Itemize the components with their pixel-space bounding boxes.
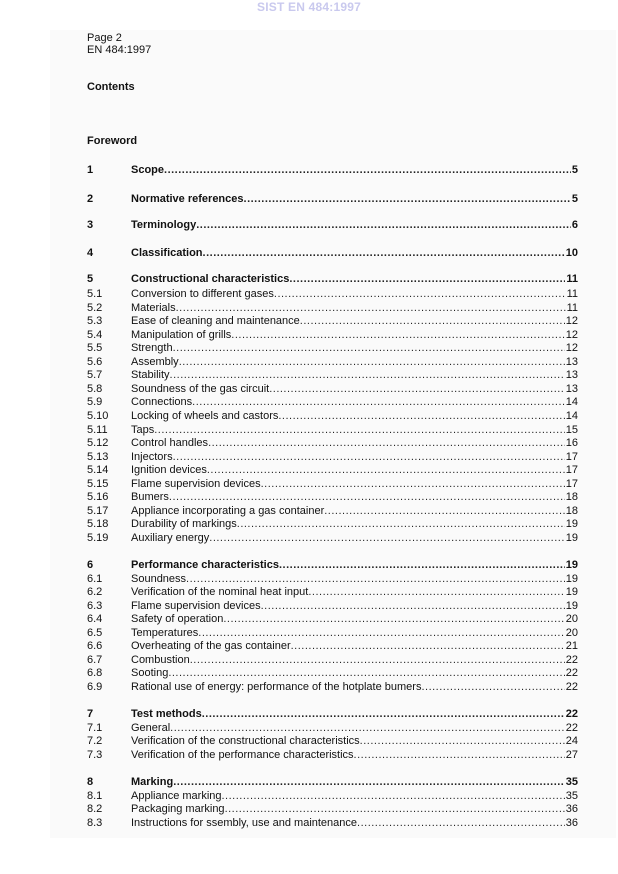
dot-leader	[179, 355, 565, 369]
section-title: Injectors	[131, 450, 173, 463]
page-ref: 12	[565, 328, 578, 341]
section-title: Manipulation of grills	[131, 328, 232, 341]
toc-entry[interactable]	[87, 572, 578, 586]
page-ref: 13	[565, 355, 578, 368]
dot-leader	[237, 517, 565, 531]
section-title: Connections	[131, 396, 193, 409]
dot-leader	[196, 218, 571, 232]
section-title: Normative references	[131, 193, 244, 205]
section-number: 6.8	[87, 667, 103, 680]
dot-leader	[168, 666, 564, 680]
toc-entry[interactable]	[87, 639, 578, 653]
dot-leader	[170, 721, 565, 735]
section-title: Ignition devices	[131, 464, 207, 477]
page-ref: 5	[571, 164, 578, 176]
section-title: Rational use of energy: performance of the hotplate bumers	[131, 680, 422, 693]
page-ref: 22	[565, 653, 578, 666]
section-title: General	[131, 721, 171, 734]
toc-entry[interactable]	[87, 409, 578, 423]
section-title: Conversion to different gases	[131, 288, 274, 300]
dot-leader	[176, 301, 566, 315]
section-number: 8.2	[87, 803, 103, 816]
page-ref: 20	[565, 626, 578, 639]
page-ref: 14	[565, 409, 578, 422]
section-title: Sooting	[131, 667, 169, 680]
section-title: Verification of the nominal heat input	[131, 586, 309, 599]
section-number: 6.3	[87, 599, 103, 612]
toc-entry[interactable]	[87, 789, 578, 803]
section-number: 3	[87, 219, 94, 231]
section-number: 7	[87, 708, 94, 720]
section-number: 5.5	[87, 342, 103, 355]
page-ref: 19	[565, 559, 578, 571]
toc-entry[interactable]	[87, 163, 578, 177]
dot-leader	[203, 246, 565, 260]
dot-leader	[154, 423, 565, 437]
toc-entry[interactable]	[87, 477, 578, 491]
page-ref: 19	[565, 518, 578, 531]
section-number: 5.12	[87, 437, 109, 450]
toc-entry[interactable]	[87, 599, 578, 613]
dot-leader	[170, 368, 565, 382]
page-ref: 17	[565, 477, 578, 490]
toc-entry[interactable]	[87, 558, 578, 572]
dot-leader	[308, 585, 564, 599]
dot-leader	[269, 382, 565, 396]
page-ref: 20	[565, 613, 578, 626]
toc-entry[interactable]	[87, 287, 578, 301]
page-ref: 10	[565, 247, 578, 259]
section-number: 5.7	[87, 369, 103, 382]
toc-entry[interactable]	[87, 328, 578, 342]
page-ref: 17	[565, 464, 578, 477]
toc-entry[interactable]	[87, 802, 578, 816]
dot-leader	[190, 653, 565, 667]
page-ref: 36	[565, 803, 578, 816]
page-ref: 5	[571, 193, 578, 205]
dot-leader	[222, 789, 565, 803]
section-number: 5.3	[87, 315, 103, 328]
section-number: 6.2	[87, 586, 103, 599]
section-number: 5.13	[87, 450, 109, 463]
page-ref: 24	[565, 735, 578, 748]
section-title: Durability of markings	[131, 518, 237, 531]
toc-entry[interactable]	[87, 721, 578, 735]
section-number: 5.18	[87, 518, 109, 531]
section-number: 7.1	[87, 721, 103, 734]
dot-leader	[207, 463, 565, 477]
dot-leader	[289, 272, 565, 286]
dot-leader	[173, 450, 565, 464]
dot-leader	[300, 314, 565, 328]
page-ref: 22	[565, 708, 578, 720]
toc-entry[interactable]	[87, 368, 578, 382]
dot-leader	[261, 599, 565, 613]
toc-entry[interactable]	[87, 626, 578, 640]
toc-entry[interactable]	[87, 585, 578, 599]
section-title: Assembly	[131, 355, 179, 368]
toc-entry[interactable]	[87, 490, 578, 504]
section-number: 6.6	[87, 640, 103, 653]
section-title: Safety of operation	[131, 613, 224, 626]
section-title: Locking of wheels and castors	[131, 409, 279, 422]
section-number: 4	[87, 247, 94, 259]
section-title: Strength	[131, 342, 173, 355]
section-title: Soundness	[131, 572, 187, 585]
section-number: 2	[87, 193, 94, 205]
toc-entry[interactable]	[87, 463, 578, 477]
page-ref: 27	[565, 748, 578, 761]
section-number: 5.17	[87, 504, 109, 517]
dot-leader	[198, 626, 564, 640]
page-ref: 11	[566, 288, 578, 300]
section-number: 1	[87, 164, 94, 176]
section-number: 7.2	[87, 735, 103, 748]
dot-leader	[225, 802, 565, 816]
section-number: 5	[87, 273, 94, 285]
dot-leader	[173, 775, 565, 789]
toc-entry[interactable]	[87, 748, 578, 762]
toc-entry[interactable]	[87, 666, 578, 680]
section-title: Appliance incorporating a gas container	[131, 504, 325, 517]
dot-leader	[173, 341, 565, 355]
section-title: Verification of the constructional characteristics	[131, 735, 360, 748]
section-title: Control handles	[131, 437, 209, 450]
section-title: Instructions for ssembly, use and maintenance	[131, 816, 358, 829]
section-number: 6.9	[87, 680, 103, 693]
section-number: 5.10	[87, 409, 109, 422]
dot-leader	[279, 558, 565, 572]
dot-leader	[202, 707, 565, 721]
section-number: 5.19	[87, 531, 109, 544]
page-ref: 21	[565, 640, 578, 653]
section-number: 6.4	[87, 613, 103, 626]
page-ref: 22	[565, 721, 578, 734]
section-number: 7.3	[87, 748, 103, 761]
toc-entry[interactable]	[87, 355, 578, 369]
toc-entry[interactable]	[87, 218, 578, 232]
section-title: Soundness of the gas circuit	[131, 382, 270, 395]
page-ref: 19	[565, 586, 578, 599]
dot-leader	[274, 287, 566, 301]
section-title: Test methods	[131, 708, 202, 720]
page-ref: 22	[565, 680, 578, 693]
toc-entry[interactable]	[87, 246, 578, 260]
section-title: Combustion	[131, 653, 190, 666]
section-title: Temperatures	[131, 626, 199, 639]
section-number: 5.8	[87, 382, 103, 395]
toc-entry[interactable]	[87, 612, 578, 626]
section-title: Packaging marking	[131, 803, 225, 816]
section-title: Auxiliary energy	[131, 531, 210, 544]
toc-entry[interactable]	[87, 504, 578, 518]
toc-entry[interactable]	[87, 436, 578, 450]
section-number: 5.1	[87, 288, 103, 300]
section-number: 8.1	[87, 789, 103, 802]
toc-entry[interactable]	[87, 423, 578, 437]
section-number: 8.3	[87, 816, 103, 829]
page-ref: 14	[565, 396, 578, 409]
section-number: 6.7	[87, 653, 103, 666]
dot-leader	[244, 192, 571, 206]
section-title: Marking	[131, 776, 174, 788]
dot-leader	[169, 490, 565, 504]
watermark: SIST EN 484:1997	[257, 0, 361, 14]
page-ref: 17	[565, 450, 578, 463]
dot-leader	[223, 612, 564, 626]
dot-leader	[164, 163, 571, 177]
toc-entry[interactable]	[87, 450, 578, 464]
toc-entry[interactable]	[87, 531, 578, 545]
toc-entry[interactable]	[87, 301, 578, 315]
page-ref: 12	[565, 315, 578, 328]
toc-entry[interactable]	[87, 653, 578, 667]
toc-entry[interactable]	[87, 341, 578, 355]
page-ref: 11	[566, 301, 578, 314]
contents-heading: Contents	[87, 81, 135, 93]
page-ref: 35	[565, 776, 578, 788]
page-ref: 19	[565, 599, 578, 612]
dot-leader	[360, 734, 565, 748]
section-title: Ease of cleaning and maintenance	[131, 315, 300, 328]
section-number: 5.15	[87, 477, 109, 490]
section-number: 6.5	[87, 626, 103, 639]
dot-leader	[261, 477, 565, 491]
section-title: Performance characteristics	[131, 559, 279, 571]
toc-entry[interactable]	[87, 707, 578, 721]
section-title: Materials	[131, 301, 176, 314]
dot-leader	[278, 409, 564, 423]
toc-entry[interactable]	[87, 192, 578, 206]
section-number: 6.1	[87, 572, 103, 585]
dot-leader	[209, 531, 564, 545]
toc-entry[interactable]	[87, 517, 578, 531]
toc-entry[interactable]	[87, 272, 578, 286]
page-ref: 35	[565, 789, 578, 802]
section-title: Constructional characteristics	[131, 273, 290, 285]
page-ref: 18	[565, 504, 578, 517]
toc-entry[interactable]	[87, 680, 578, 694]
toc-entry[interactable]	[87, 395, 578, 409]
page-ref: 36	[565, 816, 578, 829]
page-ref: 22	[565, 667, 578, 680]
foreword-entry[interactable]: Foreword	[87, 135, 138, 147]
page-ref: 15	[565, 423, 578, 436]
dot-leader	[186, 572, 565, 586]
page-ref: 6	[571, 219, 578, 231]
section-title: Taps	[131, 423, 155, 436]
section-title: Flame supervision devices	[131, 477, 261, 490]
toc-entry[interactable]	[87, 734, 578, 748]
section-number: 6	[87, 559, 94, 571]
page-ref: 12	[565, 342, 578, 355]
standard-id: EN 484:1997	[87, 44, 152, 56]
dot-leader	[324, 504, 565, 518]
dot-leader	[354, 748, 565, 762]
page-ref: 13	[565, 382, 578, 395]
section-number: 5.16	[87, 491, 109, 504]
page-ref: 19	[565, 531, 578, 544]
page-number: Page 2	[87, 32, 122, 44]
page-ref: 19	[565, 572, 578, 585]
dot-leader	[357, 816, 565, 830]
toc-entry[interactable]	[87, 775, 578, 789]
section-title: Stability	[131, 369, 170, 382]
section-title: Verification of the performance characteristics	[131, 748, 354, 761]
page-ref: 13	[565, 369, 578, 382]
section-number: 5.6	[87, 355, 103, 368]
section-number: 5.9	[87, 396, 103, 409]
toc-entry[interactable]	[87, 382, 578, 396]
toc-entry[interactable]	[87, 816, 578, 830]
section-number: 5.14	[87, 464, 109, 477]
dot-leader	[421, 680, 564, 694]
page-ref: 16	[565, 437, 578, 450]
section-title: Bumers	[131, 491, 169, 504]
page-ref: 11	[566, 273, 578, 285]
section-number: 5.4	[87, 328, 103, 341]
dot-leader	[192, 395, 565, 409]
section-title: Flame supervision devices	[131, 599, 261, 612]
page-ref: 18	[565, 491, 578, 504]
section-title: Terminology	[131, 219, 197, 231]
section-title: Overheating of the gas container	[131, 640, 291, 653]
dot-leader	[231, 328, 564, 342]
section-number: 5.2	[87, 301, 103, 314]
section-number: 8	[87, 776, 94, 788]
section-number: 5.11	[87, 423, 108, 436]
dot-leader	[291, 639, 565, 653]
section-title: Classification	[131, 247, 203, 259]
toc-entry[interactable]	[87, 314, 578, 328]
section-title: Scope	[131, 164, 165, 176]
section-title: Appliance marking	[131, 789, 222, 802]
dot-leader	[208, 436, 565, 450]
